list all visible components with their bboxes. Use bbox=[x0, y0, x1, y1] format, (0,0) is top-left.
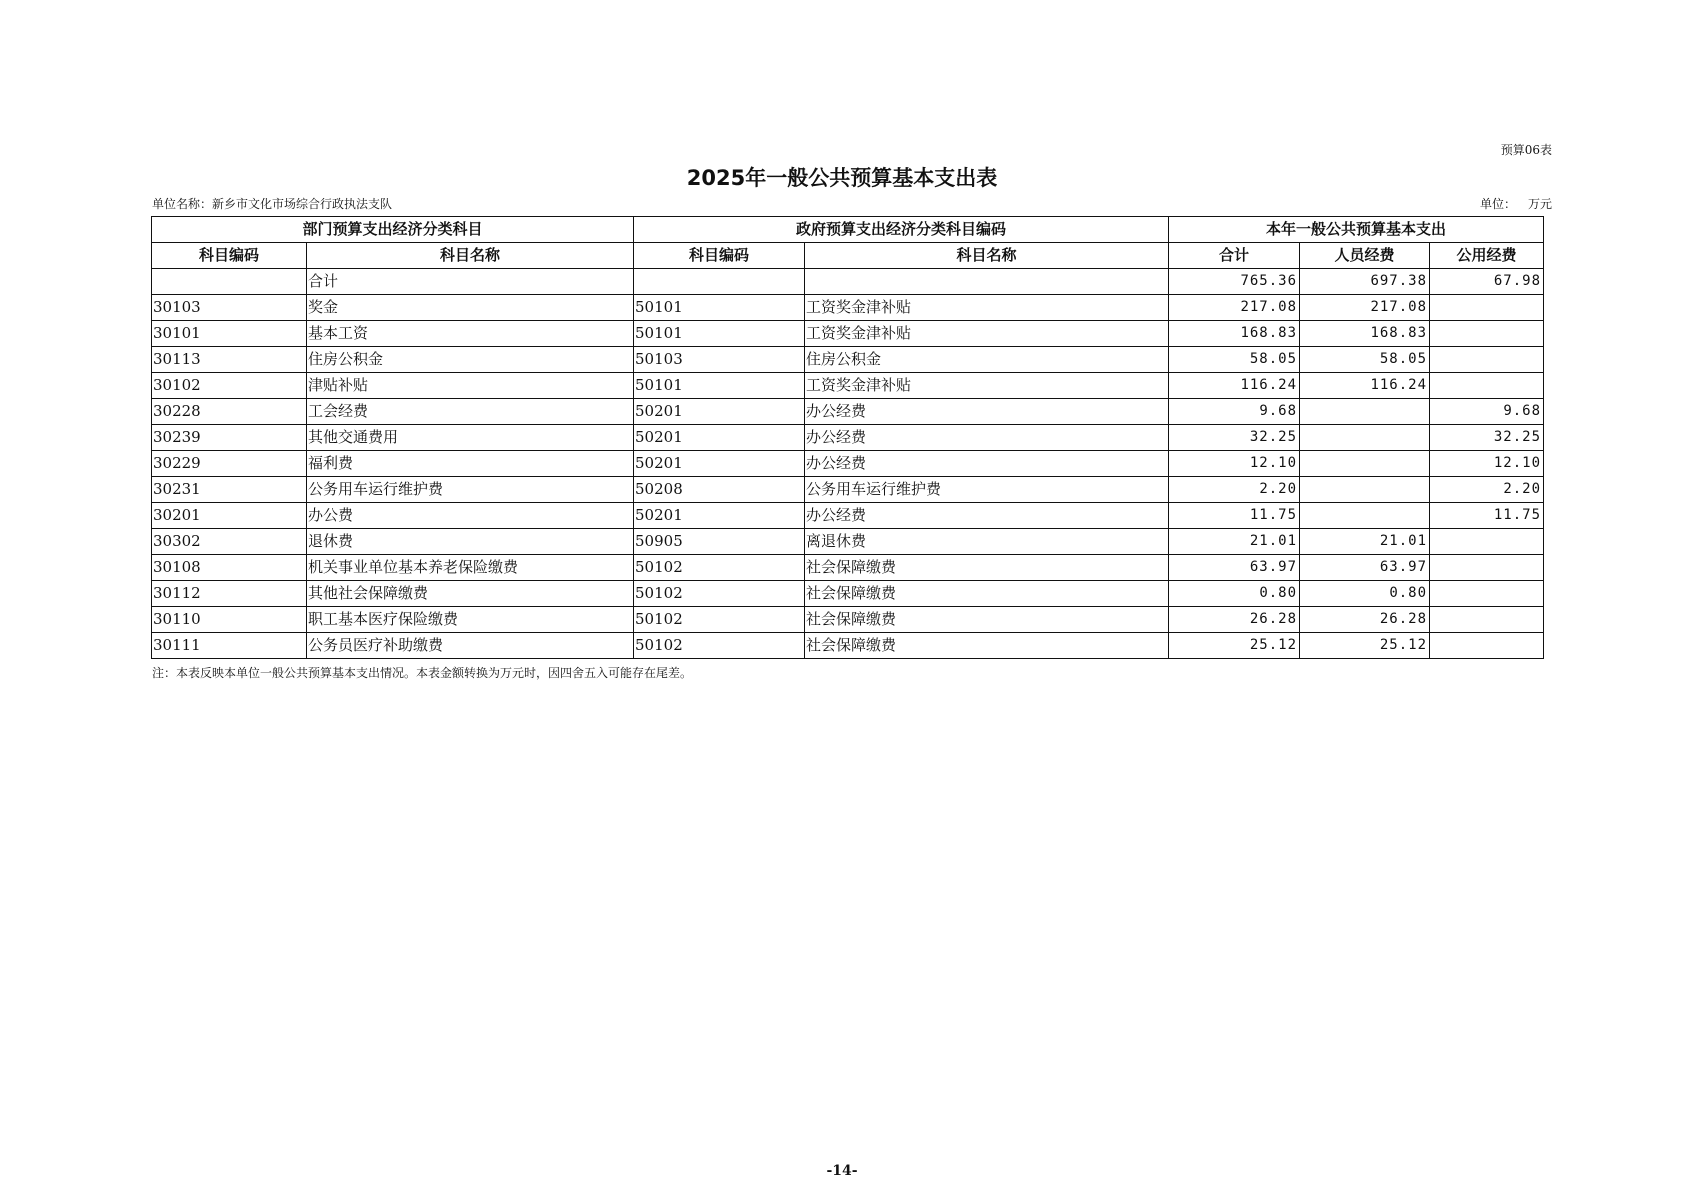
dept-name-cell: 工会经费 bbox=[307, 399, 634, 425]
gov-code-cell: 50103 bbox=[634, 347, 805, 373]
table-row bbox=[152, 399, 1544, 425]
gov-name-cell: 办公经费 bbox=[805, 399, 1169, 425]
gov-code-cell: 50101 bbox=[634, 373, 805, 399]
total-cell: 217.08 bbox=[1169, 295, 1300, 321]
public-cell bbox=[1430, 373, 1544, 399]
dept-code-cell bbox=[152, 269, 307, 295]
table-row-total bbox=[152, 269, 1544, 295]
table-body bbox=[152, 269, 1544, 659]
gov-code-cell: 50905 bbox=[634, 529, 805, 555]
personnel-cell bbox=[1300, 399, 1430, 425]
dept-name-cell: 公务用车运行维护费 bbox=[307, 477, 634, 503]
budget-table bbox=[151, 216, 1544, 659]
total-cell: 11.75 bbox=[1169, 503, 1300, 529]
dept-name-cell: 津贴补贴 bbox=[307, 373, 634, 399]
gov-name-cell: 工资奖金津补贴 bbox=[805, 295, 1169, 321]
dept-name-cell: 其他交通费用 bbox=[307, 425, 634, 451]
dept-name-cell: 机关事业单位基本养老保险缴费 bbox=[307, 555, 634, 581]
public-cell bbox=[1430, 555, 1544, 581]
gov-code-cell bbox=[634, 269, 805, 295]
dept-name-cell: 其他社会保障缴费 bbox=[307, 581, 634, 607]
total-cell: 32.25 bbox=[1169, 425, 1300, 451]
org-name: 新乡市文化市场综合行政执法支队 bbox=[212, 197, 393, 211]
org-label: 单位名称： bbox=[152, 197, 213, 211]
gov-name-cell: 办公经费 bbox=[805, 425, 1169, 451]
header-group-row bbox=[152, 217, 1544, 243]
gov-name-cell: 公务用车运行维护费 bbox=[805, 477, 1169, 503]
header-expense-group: 本年一般公共预算基本支出 bbox=[1169, 217, 1544, 243]
dept-code-cell: 30201 bbox=[152, 503, 307, 529]
gov-name-cell: 工资奖金津补贴 bbox=[805, 321, 1169, 347]
page-number: -14- bbox=[826, 1163, 858, 1179]
gov-name-cell: 住房公积金 bbox=[805, 347, 1169, 373]
unit-line bbox=[1480, 195, 1552, 212]
dept-code-cell: 30229 bbox=[152, 451, 307, 477]
gov-code-cell: 50102 bbox=[634, 607, 805, 633]
dept-code-cell: 30239 bbox=[152, 425, 307, 451]
total-cell: 63.97 bbox=[1169, 555, 1300, 581]
header-dept-group: 部门预算支出经济分类科目 bbox=[152, 217, 634, 243]
gov-code-cell: 50102 bbox=[634, 555, 805, 581]
table-row bbox=[152, 633, 1544, 659]
personnel-cell: 697.38 bbox=[1300, 269, 1430, 295]
dept-code-cell: 30112 bbox=[152, 581, 307, 607]
gov-name-cell: 办公经费 bbox=[805, 451, 1169, 477]
gov-code-cell: 50201 bbox=[634, 399, 805, 425]
personnel-cell bbox=[1300, 451, 1430, 477]
personnel-cell: 168.83 bbox=[1300, 321, 1430, 347]
public-cell: 32.25 bbox=[1430, 425, 1544, 451]
table-row bbox=[152, 555, 1544, 581]
dept-code-cell: 30113 bbox=[152, 347, 307, 373]
header-column-row bbox=[152, 243, 1544, 269]
header-public: 公用经费 bbox=[1430, 243, 1544, 269]
public-cell bbox=[1430, 347, 1544, 373]
unit-label: 单位： bbox=[1479, 197, 1516, 211]
dept-name-cell: 福利费 bbox=[307, 451, 634, 477]
public-cell bbox=[1430, 581, 1544, 607]
personnel-cell bbox=[1300, 425, 1430, 451]
table-row bbox=[152, 347, 1544, 373]
table-row bbox=[152, 503, 1544, 529]
personnel-cell: 63.97 bbox=[1300, 555, 1430, 581]
gov-name-cell bbox=[805, 269, 1169, 295]
total-cell: 21.01 bbox=[1169, 529, 1300, 555]
total-cell: 9.68 bbox=[1169, 399, 1300, 425]
personnel-cell: 26.28 bbox=[1300, 607, 1430, 633]
table-row bbox=[152, 581, 1544, 607]
gov-name-cell: 社会保障缴费 bbox=[805, 581, 1169, 607]
table-row bbox=[152, 529, 1544, 555]
gov-code-cell: 50102 bbox=[634, 633, 805, 659]
unit-value: 万元 bbox=[1527, 197, 1552, 211]
table-row bbox=[152, 373, 1544, 399]
table-row bbox=[152, 295, 1544, 321]
dept-code-cell: 30102 bbox=[152, 373, 307, 399]
gov-name-cell: 社会保障缴费 bbox=[805, 633, 1169, 659]
dept-code-cell: 30111 bbox=[152, 633, 307, 659]
total-cell: 2.20 bbox=[1169, 477, 1300, 503]
total-cell: 58.05 bbox=[1169, 347, 1300, 373]
table-id: 预算06表 bbox=[1500, 143, 1552, 157]
personnel-cell: 21.01 bbox=[1300, 529, 1430, 555]
personnel-cell: 58.05 bbox=[1300, 347, 1430, 373]
public-cell bbox=[1430, 529, 1544, 555]
total-cell: 168.83 bbox=[1169, 321, 1300, 347]
public-cell bbox=[1430, 607, 1544, 633]
total-cell: 25.12 bbox=[1169, 633, 1300, 659]
public-cell bbox=[1430, 295, 1544, 321]
header-gov-name: 科目名称 bbox=[805, 243, 1169, 269]
public-cell: 67.98 bbox=[1430, 269, 1544, 295]
header-gov-group: 政府预算支出经济分类科目编码 bbox=[634, 217, 1169, 243]
public-cell bbox=[1430, 633, 1544, 659]
dept-name-cell: 职工基本医疗保险缴费 bbox=[307, 607, 634, 633]
dept-name-cell: 退休费 bbox=[307, 529, 634, 555]
gov-name-cell: 社会保障缴费 bbox=[805, 555, 1169, 581]
total-cell: 0.80 bbox=[1169, 581, 1300, 607]
personnel-cell bbox=[1300, 503, 1430, 529]
header-gov-code: 科目编码 bbox=[634, 243, 805, 269]
personnel-cell bbox=[1300, 477, 1430, 503]
personnel-cell: 0.80 bbox=[1300, 581, 1430, 607]
dept-code-cell: 30228 bbox=[152, 399, 307, 425]
dept-code-cell: 30110 bbox=[152, 607, 307, 633]
table-row bbox=[152, 451, 1544, 477]
gov-code-cell: 50201 bbox=[634, 503, 805, 529]
dept-name-cell: 公务员医疗补助缴费 bbox=[307, 633, 634, 659]
table-row bbox=[152, 321, 1544, 347]
gov-name-cell: 离退休费 bbox=[805, 529, 1169, 555]
personnel-cell: 116.24 bbox=[1300, 373, 1430, 399]
total-cell: 12.10 bbox=[1169, 451, 1300, 477]
header-dept-name: 科目名称 bbox=[307, 243, 634, 269]
dept-name-cell: 合计 bbox=[307, 269, 634, 295]
personnel-cell: 217.08 bbox=[1300, 295, 1430, 321]
dept-name-cell: 奖金 bbox=[307, 295, 634, 321]
gov-code-cell: 50208 bbox=[634, 477, 805, 503]
footnote: 注：本表反映本单位一般公共预算基本支出情况。本表金额转换为万元时，因四舍五入可能存在尾差。 bbox=[152, 666, 693, 680]
table-row bbox=[152, 477, 1544, 503]
public-cell: 9.68 bbox=[1430, 399, 1544, 425]
dept-code-cell: 30108 bbox=[152, 555, 307, 581]
total-cell: 765.36 bbox=[1169, 269, 1300, 295]
org-line bbox=[152, 195, 392, 212]
dept-code-cell: 30101 bbox=[152, 321, 307, 347]
total-cell: 116.24 bbox=[1169, 373, 1300, 399]
gov-name-cell: 工资奖金津补贴 bbox=[805, 373, 1169, 399]
gov-code-cell: 50201 bbox=[634, 425, 805, 451]
header-dept-code: 科目编码 bbox=[152, 243, 307, 269]
header-personnel: 人员经费 bbox=[1300, 243, 1430, 269]
public-cell bbox=[1430, 321, 1544, 347]
dept-code-cell: 30302 bbox=[152, 529, 307, 555]
dept-code-cell: 30231 bbox=[152, 477, 307, 503]
table-row bbox=[152, 607, 1544, 633]
page-title: 2025年一般公共预算基本支出表 bbox=[686, 166, 998, 190]
public-cell: 2.20 bbox=[1430, 477, 1544, 503]
gov-code-cell: 50101 bbox=[634, 295, 805, 321]
table-row bbox=[152, 425, 1544, 451]
gov-name-cell: 社会保障缴费 bbox=[805, 607, 1169, 633]
header-total: 合计 bbox=[1169, 243, 1300, 269]
gov-code-cell: 50102 bbox=[634, 581, 805, 607]
gov-code-cell: 50101 bbox=[634, 321, 805, 347]
dept-name-cell: 办公费 bbox=[307, 503, 634, 529]
personnel-cell: 25.12 bbox=[1300, 633, 1430, 659]
gov-code-cell: 50201 bbox=[634, 451, 805, 477]
total-cell: 26.28 bbox=[1169, 607, 1300, 633]
gov-name-cell: 办公经费 bbox=[805, 503, 1169, 529]
public-cell: 12.10 bbox=[1430, 451, 1544, 477]
dept-code-cell: 30103 bbox=[152, 295, 307, 321]
dept-name-cell: 基本工资 bbox=[307, 321, 634, 347]
dept-name-cell: 住房公积金 bbox=[307, 347, 634, 373]
public-cell: 11.75 bbox=[1430, 503, 1544, 529]
